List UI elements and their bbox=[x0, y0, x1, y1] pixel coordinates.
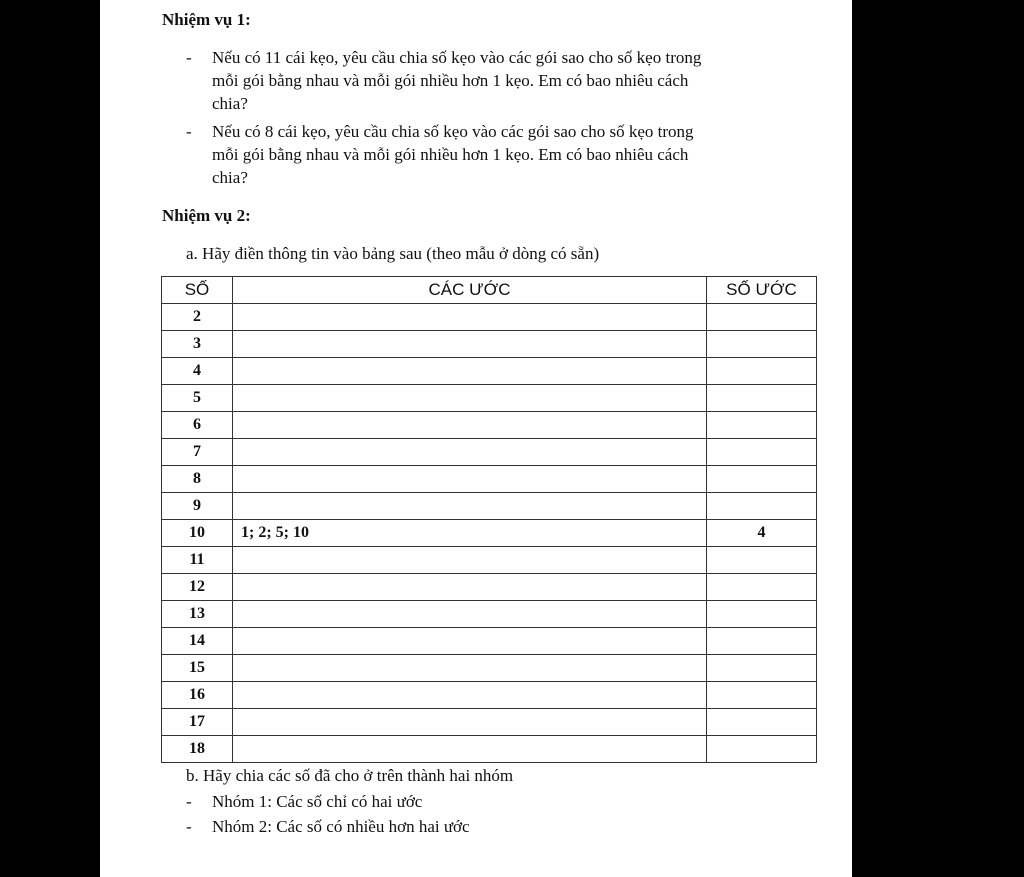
group-1 bbox=[186, 790, 786, 814]
row-divisor-count[interactable] bbox=[707, 628, 817, 655]
text-line: chia? bbox=[212, 94, 248, 113]
row-divisor-count[interactable] bbox=[707, 304, 817, 331]
row-divisor-count[interactable] bbox=[707, 709, 817, 736]
header-divisor-count: SỐ ƯỚC bbox=[707, 277, 817, 304]
row-divisor-count[interactable] bbox=[707, 682, 817, 709]
row-number[interactable]: 2 bbox=[162, 304, 233, 331]
row-divisors[interactable] bbox=[233, 412, 707, 439]
task1-item-1 bbox=[186, 46, 786, 116]
table-row bbox=[162, 709, 817, 736]
row-number[interactable]: 11 bbox=[162, 547, 233, 574]
table-row bbox=[162, 655, 817, 682]
header-divisors: CÁC ƯỚC bbox=[233, 277, 707, 304]
row-divisors[interactable]: 1; 2; 5; 10 bbox=[233, 520, 707, 547]
bullet-dash: - bbox=[186, 792, 192, 811]
text-line: mỗi gói bằng nhau và mỗi gói nhiều hơn 1 kẹo. Em có bao nhiêu cách bbox=[212, 145, 689, 164]
row-number[interactable]: 13 bbox=[162, 601, 233, 628]
row-divisor-count[interactable] bbox=[707, 574, 817, 601]
row-divisors[interactable] bbox=[233, 628, 707, 655]
row-divisor-count[interactable] bbox=[707, 385, 817, 412]
row-divisors[interactable] bbox=[233, 655, 707, 682]
row-number[interactable]: 5 bbox=[162, 385, 233, 412]
row-divisor-count[interactable] bbox=[707, 655, 817, 682]
table-row bbox=[162, 520, 817, 547]
row-divisors[interactable] bbox=[233, 304, 707, 331]
row-number[interactable]: 12 bbox=[162, 574, 233, 601]
row-divisor-count[interactable]: 4 bbox=[707, 520, 817, 547]
row-number[interactable]: 6 bbox=[162, 412, 233, 439]
table-row bbox=[162, 574, 817, 601]
header-number: SỐ bbox=[162, 277, 233, 304]
text-line: chia? bbox=[212, 168, 248, 187]
row-divisors[interactable] bbox=[233, 358, 707, 385]
table-row bbox=[162, 331, 817, 358]
row-number[interactable]: 15 bbox=[162, 655, 233, 682]
table-row bbox=[162, 601, 817, 628]
group-1-text: Nhóm 1: Các số chỉ có hai ước bbox=[212, 792, 423, 811]
table-row bbox=[162, 736, 817, 763]
row-divisor-count[interactable] bbox=[707, 493, 817, 520]
row-number[interactable]: 16 bbox=[162, 682, 233, 709]
row-divisors[interactable] bbox=[233, 439, 707, 466]
row-number[interactable]: 9 bbox=[162, 493, 233, 520]
task1-item-2 bbox=[186, 120, 786, 190]
row-divisor-count[interactable] bbox=[707, 439, 817, 466]
row-number[interactable]: 10 bbox=[162, 520, 233, 547]
document-page bbox=[100, 0, 852, 877]
row-divisors[interactable] bbox=[233, 736, 707, 763]
row-divisor-count[interactable] bbox=[707, 412, 817, 439]
text-line: mỗi gói bằng nhau và mỗi gói nhiều hơn 1 kẹo. Em có bao nhiêu cách bbox=[212, 71, 689, 90]
row-divisors[interactable] bbox=[233, 385, 707, 412]
table-row bbox=[162, 412, 817, 439]
table-header-row bbox=[162, 277, 817, 304]
row-divisor-count[interactable] bbox=[707, 736, 817, 763]
table-row bbox=[162, 385, 817, 412]
text-line: Nếu có 8 cái kẹo, yêu cầu chia số kẹo vào các gói sao cho số kẹo trong bbox=[212, 122, 694, 141]
row-number[interactable]: 3 bbox=[162, 331, 233, 358]
row-number[interactable]: 8 bbox=[162, 466, 233, 493]
divisors-table bbox=[161, 276, 817, 763]
task1-title: Nhiệm vụ 1: bbox=[162, 10, 251, 29]
table-row bbox=[162, 628, 817, 655]
row-number[interactable]: 14 bbox=[162, 628, 233, 655]
group-2 bbox=[186, 815, 786, 839]
row-divisors[interactable] bbox=[233, 574, 707, 601]
task2-part-a: a. Hãy điền thông tin vào bảng sau (theo mẫu ở dòng có sẵn) bbox=[186, 244, 600, 263]
row-number[interactable]: 7 bbox=[162, 439, 233, 466]
row-divisors[interactable] bbox=[233, 601, 707, 628]
table-row bbox=[162, 493, 817, 520]
row-divisors[interactable] bbox=[233, 709, 707, 736]
row-divisor-count[interactable] bbox=[707, 466, 817, 493]
group-2-text: Nhóm 2: Các số có nhiều hơn hai ước bbox=[212, 817, 470, 836]
bullet-dash: - bbox=[186, 817, 192, 836]
table-row bbox=[162, 304, 817, 331]
table-row bbox=[162, 682, 817, 709]
row-divisors[interactable] bbox=[233, 466, 707, 493]
task2-part-b: b. Hãy chia các số đã cho ở trên thành hai nhóm bbox=[186, 766, 514, 785]
table-row bbox=[162, 358, 817, 385]
row-divisor-count[interactable] bbox=[707, 331, 817, 358]
row-divisors[interactable] bbox=[233, 682, 707, 709]
row-divisors[interactable] bbox=[233, 547, 707, 574]
row-divisor-count[interactable] bbox=[707, 601, 817, 628]
row-divisors[interactable] bbox=[233, 493, 707, 520]
row-number[interactable]: 17 bbox=[162, 709, 233, 736]
row-divisor-count[interactable] bbox=[707, 358, 817, 385]
table-row bbox=[162, 466, 817, 493]
row-number[interactable]: 18 bbox=[162, 736, 233, 763]
text-line: Nếu có 11 cái kẹo, yêu cầu chia số kẹo vào các gói sao cho số kẹo trong bbox=[212, 48, 702, 67]
bullet-dash: - bbox=[186, 122, 192, 141]
table-row bbox=[162, 547, 817, 574]
row-divisor-count[interactable] bbox=[707, 547, 817, 574]
row-divisors[interactable] bbox=[233, 331, 707, 358]
table-row bbox=[162, 439, 817, 466]
bullet-dash: - bbox=[186, 48, 192, 67]
task2-title: Nhiệm vụ 2: bbox=[162, 206, 251, 225]
row-number[interactable]: 4 bbox=[162, 358, 233, 385]
